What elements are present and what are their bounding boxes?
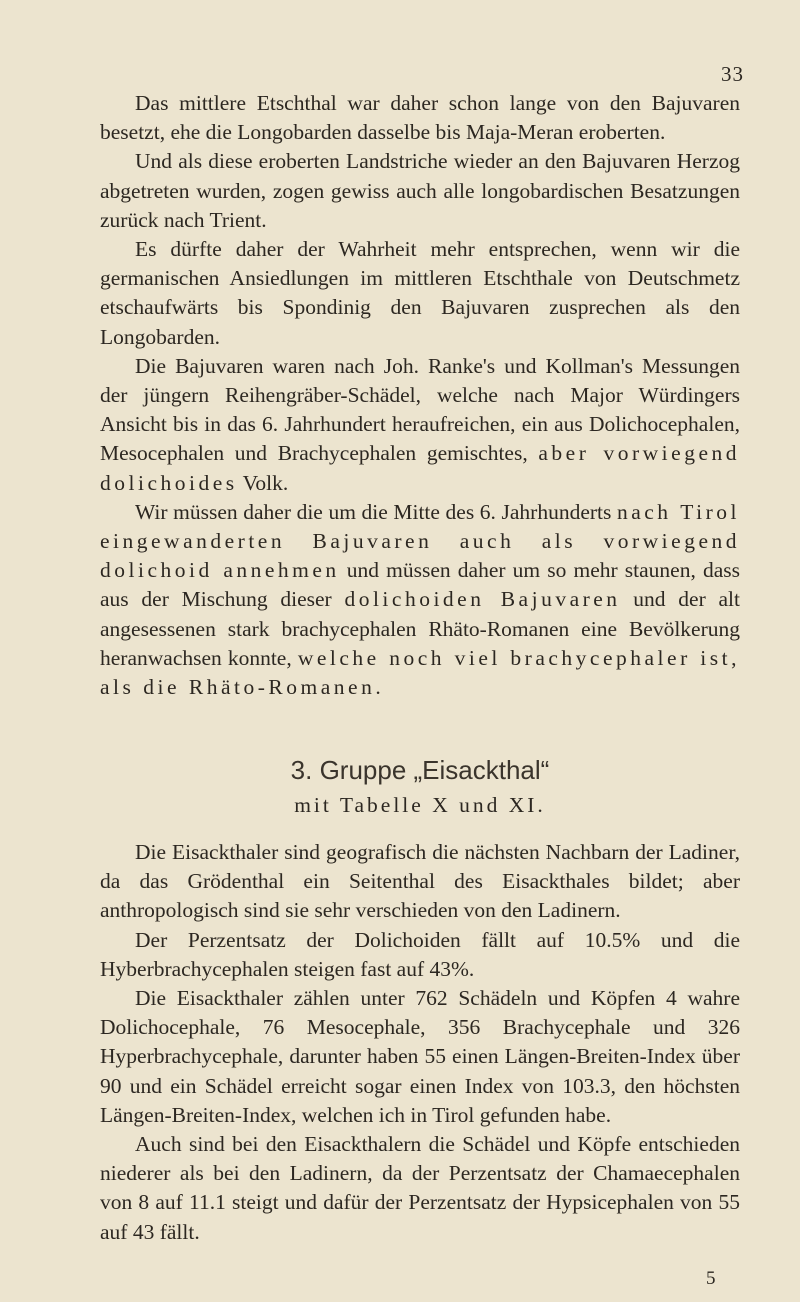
section-heading: 3. Gruppe „Eisackthal“ — [290, 755, 550, 785]
emphasis: aber vorwiegend dolichoides — [100, 441, 740, 495]
paragraph: Die Eisackthaler zählen unter 762 Schädeln und Köpfen 4 wahre Dolichocephale, 76 Mesocephale, 356 Brachycephale und 326 Hyperbrachycephale, darunter haben 55 einen Längen-Breiten-Index über 90 und ein Schädel erreicht sogar einen Index von 103.3, den höchsten Längen-Breiten-Index, welchen ich in Tirol gefunden habe. — [100, 986, 740, 1127]
emphasis: welche noch viel brachycephaler ist, als die Rhäto-Romanen — [100, 645, 740, 700]
signature-mark: 5 — [706, 1268, 716, 1289]
paragraph: Es dürfte daher der Wahrheit mehr entsprechen, wenn wir die germanischen Ansiedlungen im mittleren Etschthale von Deutschmetz etschaufwärts bis Spondinig den Bajuvaren zusprechen als den Longobarden. — [100, 237, 740, 349]
section-subheading: mit Tabelle X und XI. — [294, 793, 546, 817]
paragraph: Und als diese eroberten Landstriche wieder an den Bajuvaren Herzog abgetreten wurden, zogen gewiss auch alle longobardischen Besatzungen zurück nach Trient. — [100, 149, 740, 232]
paragraph: Der Perzentsatz der Dolichoiden fällt auf 10.5% und die Hyberbrachycephalen steigen fast auf 43%. — [100, 927, 740, 981]
page-number: 33 — [721, 62, 744, 86]
emphasis: dolichoiden Bajuvaren — [344, 587, 621, 612]
emphasis: nach Tirol eingewanderten Bajuvaren auch als vorwiegend dolichoid annehmen — [100, 499, 740, 583]
paragraph: Auch sind bei den Eisackthalern die Schädel und Köpfe entschieden niederer als bei den Ladinern, da der Perzentsatz der Chamaecephalen von 8 auf 11.1 steigt und dafür der Perzentsatz der Hypsicephalen von 55 auf 43 fällt. — [100, 1132, 740, 1244]
paragraph: Wir müssen daher die um die Mitte des 6. Jahrhunderts nach Tirol eingewanderten Bajuvaren auch als vorwiegend dolichoid annehmen und müssen daher um so mehr staunen, dass aus der Mischung dieser dolichoiden Bajuvaren und der alt angesessenen stark brachycephalen Rhäto-Romanen eine Bevölkerung heranwachsen konnte, welche noch viel brachycephaler ist, als die Rhäto-Romanen. — [100, 499, 740, 700]
section-1-body — [100, 89, 740, 702]
section-2-body — [100, 838, 740, 1247]
paragraph: Die Eisackthaler sind geografisch die nächsten Nachbarn der Ladiner, da das Grödenthal ein Seitenthal des Eisackthales bildet; aber anthropologisch sind sie sehr verschieden von den Ladinern. — [100, 840, 740, 923]
paragraph: Das mittlere Etschthal war daher schon lange von den Bajuvaren besetzt, ehe die Longobarden dasselbe bis Maja-Meran eroberten. — [100, 91, 740, 145]
paragraph: Die Bajuvaren waren nach Joh. Ranke's und Kollman's Messungen der jüngern Reihengräber-Schädel, welche nach Major Würdingers Ansicht bis in das 6. Jahrhundert heraufreichen, ein aus Dolichocephalen, Mesocephalen und Brachycephalen gemischtes, aber vorwiegend dolichoides Volk. — [100, 353, 740, 495]
